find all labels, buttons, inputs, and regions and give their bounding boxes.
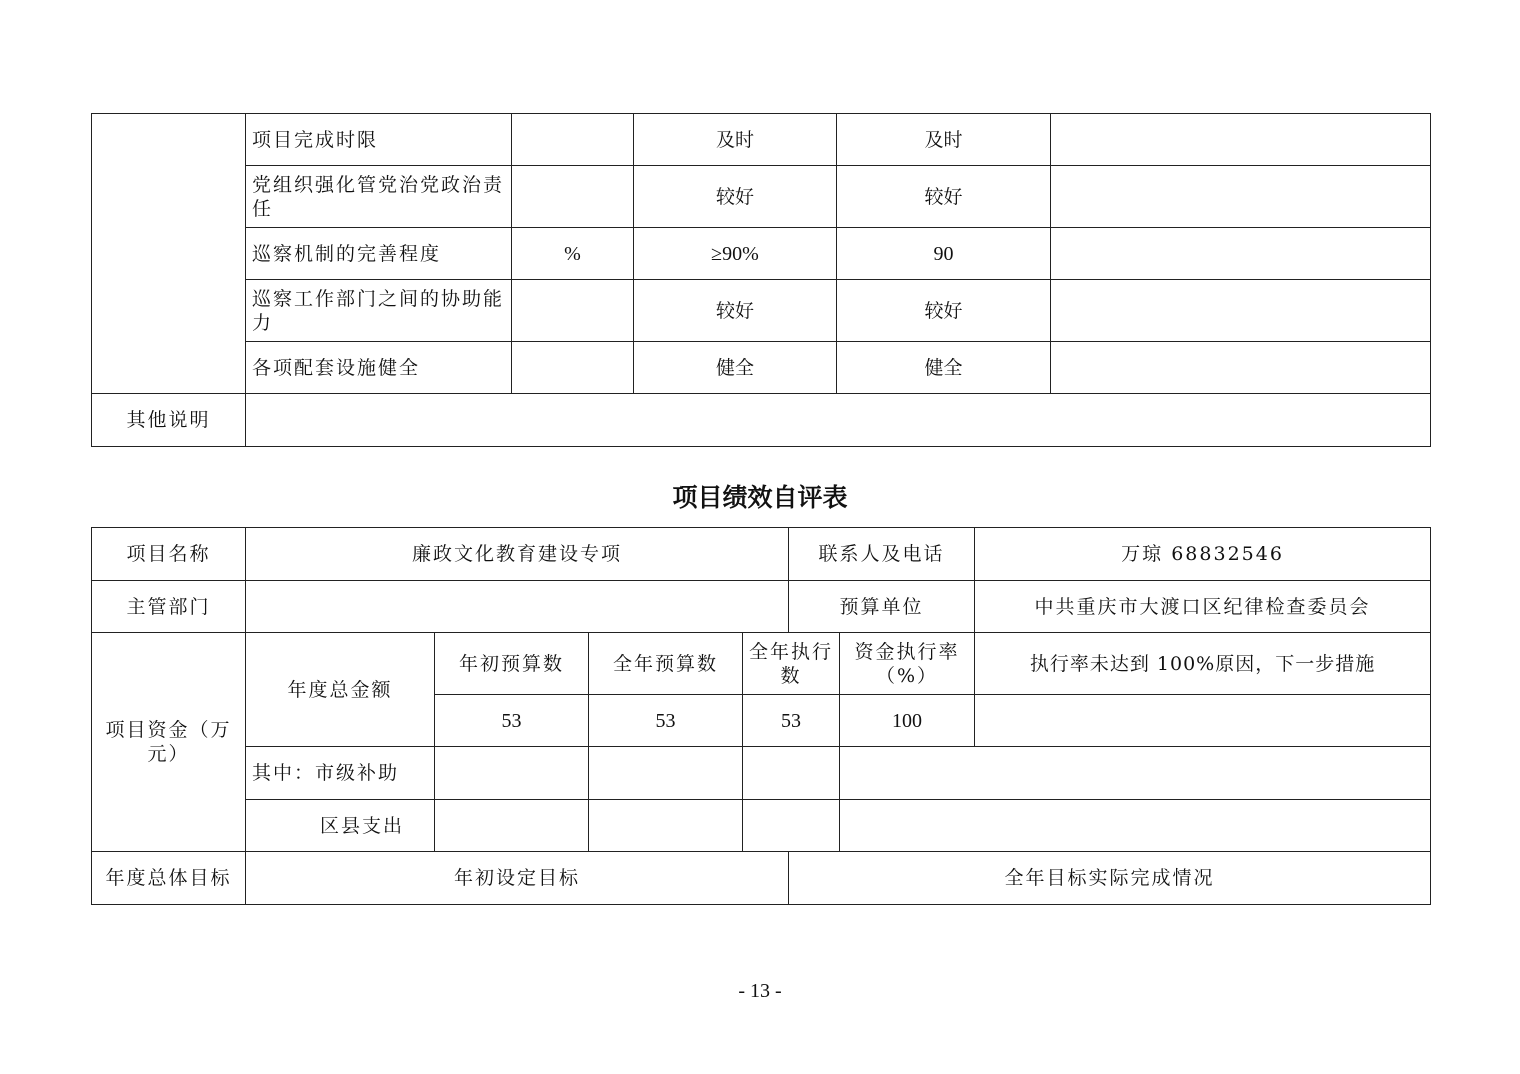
- indicator-unit: %: [512, 228, 634, 280]
- other-notes-label: 其他说明: [92, 394, 246, 447]
- indicator-actual: 较好: [837, 166, 1051, 228]
- city-subsidy-execution: [743, 747, 840, 800]
- indicator-note: [1051, 166, 1431, 228]
- indicator-target: ≥90%: [634, 228, 837, 280]
- district-execution: [743, 800, 840, 852]
- annual-execution-value: 53: [743, 695, 840, 747]
- city-subsidy-annual: [589, 747, 743, 800]
- project-name-value: 廉政文化教育建设专项: [246, 528, 789, 581]
- table-row: [92, 280, 1431, 342]
- indicator-actual: 较好: [837, 280, 1051, 342]
- annual-total-label: 年度总金额: [246, 633, 435, 747]
- page-title: 项目绩效自评表: [672, 483, 848, 512]
- page-number: - 13 -: [738, 980, 782, 1002]
- other-notes-value: [246, 394, 1431, 447]
- evaluation-table: [91, 527, 1431, 905]
- indicator-note: [1051, 280, 1431, 342]
- contact-label: 联系人及电话: [789, 528, 975, 581]
- indicator-name: 党组织强化管党治党政治责任: [246, 166, 512, 228]
- table-row: [92, 852, 1431, 905]
- table-row: [92, 166, 1431, 228]
- table-row: [92, 633, 1431, 695]
- contact-value: 万琼 68832546: [975, 528, 1431, 581]
- indicator-actual: 及时: [837, 114, 1051, 166]
- reason-value: [975, 695, 1431, 747]
- table-row: [92, 800, 1431, 852]
- funds-label: 项目资金（万元）: [92, 633, 246, 852]
- execution-rate-value: 100: [840, 695, 975, 747]
- indicator-unit: [512, 114, 634, 166]
- table-row: [92, 747, 1431, 800]
- initial-goal-label: 年初设定目标: [246, 852, 789, 905]
- table-row: [92, 394, 1431, 447]
- indicator-target: 较好: [634, 280, 837, 342]
- actual-goal-label: 全年目标实际完成情况: [789, 852, 1431, 905]
- table-row: [92, 114, 1431, 166]
- indicator-unit: [512, 280, 634, 342]
- indicator-actual: 健全: [837, 342, 1051, 394]
- annual-goal-label: 年度总体目标: [92, 852, 246, 905]
- header-annual-budget: 全年预算数: [589, 633, 743, 695]
- indicator-table: [91, 113, 1431, 447]
- indicator-target: 及时: [634, 114, 837, 166]
- indicator-actual: 90: [837, 228, 1051, 280]
- table-row: [92, 228, 1431, 280]
- indicator-note: [1051, 114, 1431, 166]
- table-row: [92, 528, 1431, 581]
- indicator-unit: [512, 166, 634, 228]
- indicator-target: 较好: [634, 166, 837, 228]
- city-subsidy-remark: [840, 747, 1431, 800]
- table-row: [92, 342, 1431, 394]
- header-annual-execution: 全年执行数: [743, 633, 840, 695]
- indicator-name: 各项配套设施健全: [246, 342, 512, 394]
- city-subsidy-label: 其中：市级补助: [246, 747, 435, 800]
- initial-budget-value: 53: [435, 695, 589, 747]
- dept-value: [246, 581, 789, 633]
- district-remark: [840, 800, 1431, 852]
- indicator-name: 巡察工作部门之间的协助能力: [246, 280, 512, 342]
- indicator-name: 巡察机制的完善程度: [246, 228, 512, 280]
- indicator-unit: [512, 342, 634, 394]
- header-reason: 执行率未达到 100%原因，下一步措施: [975, 633, 1431, 695]
- header-initial-budget: 年初预算数: [435, 633, 589, 695]
- indicator-target: 健全: [634, 342, 837, 394]
- budget-unit-label: 预算单位: [789, 581, 975, 633]
- annual-budget-value: 53: [589, 695, 743, 747]
- project-name-label: 项目名称: [92, 528, 246, 581]
- indicator-category-cell: [92, 114, 246, 394]
- dept-label: 主管部门: [92, 581, 246, 633]
- table-row: [92, 581, 1431, 633]
- header-execution-rate: 资金执行率（%）: [840, 633, 975, 695]
- indicator-name: 项目完成时限: [246, 114, 512, 166]
- budget-unit-value: 中共重庆市大渡口区纪律检查委员会: [975, 581, 1431, 633]
- district-label: 区县支出: [246, 800, 435, 852]
- city-subsidy-initial: [435, 747, 589, 800]
- indicator-note: [1051, 342, 1431, 394]
- indicator-note: [1051, 228, 1431, 280]
- district-annual: [589, 800, 743, 852]
- district-initial: [435, 800, 589, 852]
